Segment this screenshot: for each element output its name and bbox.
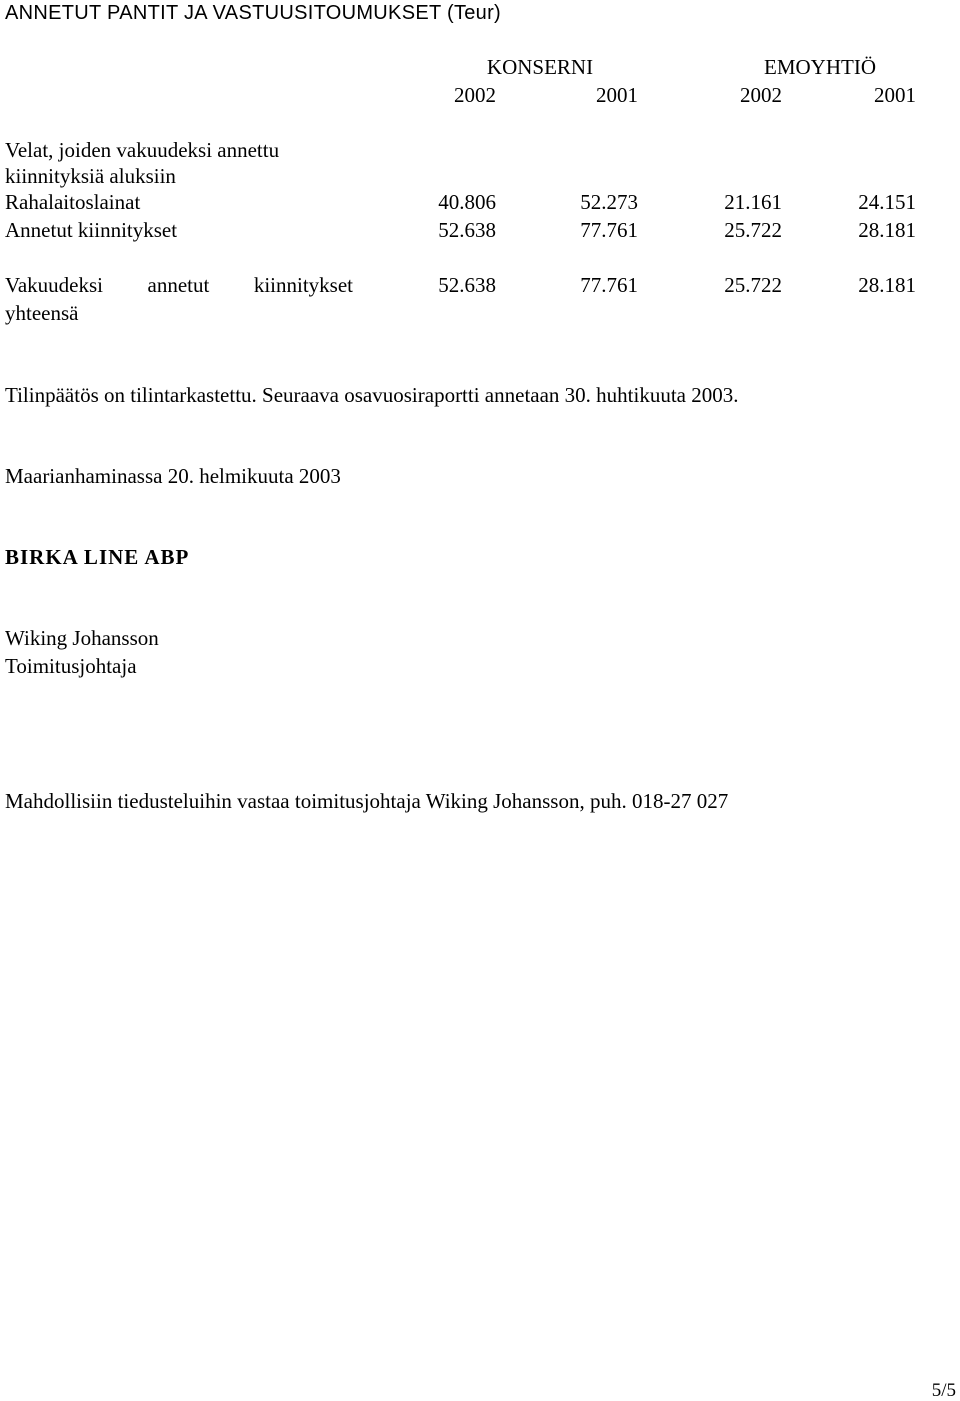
total-value: 52.638 <box>438 273 496 297</box>
signatory-title: Toimitusjohtaja <box>5 654 137 678</box>
total-label-word: Vakuudeksi <box>5 273 103 297</box>
year-header: 2002 <box>454 83 496 107</box>
total-value: 77.761 <box>580 273 638 297</box>
total-row-label-continuation: yhteensä <box>5 301 79 325</box>
year-header: 2001 <box>596 83 638 107</box>
section-heading-line-2: kiinnityksiä aluksiin <box>5 164 176 188</box>
cell-value: 25.722 <box>724 218 782 242</box>
total-label-word: annetut <box>147 273 210 297</box>
cell-value: 24.151 <box>858 190 916 214</box>
year-header: 2001 <box>874 83 916 107</box>
cell-value: 52.638 <box>438 218 496 242</box>
company-name: BIRKA LINE ABP <box>5 545 190 569</box>
audit-note: Tilinpäätös on tilintarkastettu. Seuraava osavuosiraportti annetaan 30. huhtikuuta 2003. <box>5 383 739 407</box>
section-heading-line-1: Velat, joiden vakuudeksi annettu <box>5 138 280 162</box>
contact-info: Mahdollisiin tiedusteluihin vastaa toimitusjohtaja Wiking Johansson, puh. 018-27 027 <box>5 789 729 813</box>
cell-value: 77.761 <box>580 218 638 242</box>
group-header-konserni: KONSERNI <box>486 55 594 79</box>
year-header: 2002 <box>740 83 782 107</box>
cell-value: 28.181 <box>858 218 916 242</box>
page-number: 5/5 <box>931 1380 956 1401</box>
cell-value: 40.806 <box>438 190 496 214</box>
total-label-word: kiinnitykset <box>253 273 353 297</box>
group-header-emoyhtio: EMOYHTIÖ <box>764 55 876 79</box>
total-row-label <box>5 275 353 296</box>
total-value: 28.181 <box>858 273 916 297</box>
row-label: Annetut kiinnitykset <box>5 218 178 242</box>
page-title: ANNETUT PANTIT JA VASTUUSITOUMUKSET (Teur) <box>5 2 502 24</box>
cell-value: 21.161 <box>724 190 782 214</box>
row-label: Rahalaitoslainat <box>5 190 141 214</box>
total-value: 25.722 <box>724 273 782 297</box>
cell-value: 52.273 <box>580 190 638 214</box>
signatory-name: Wiking Johansson <box>5 626 159 650</box>
place-date: Maarianhaminassa 20. helmikuuta 2003 <box>5 464 341 488</box>
